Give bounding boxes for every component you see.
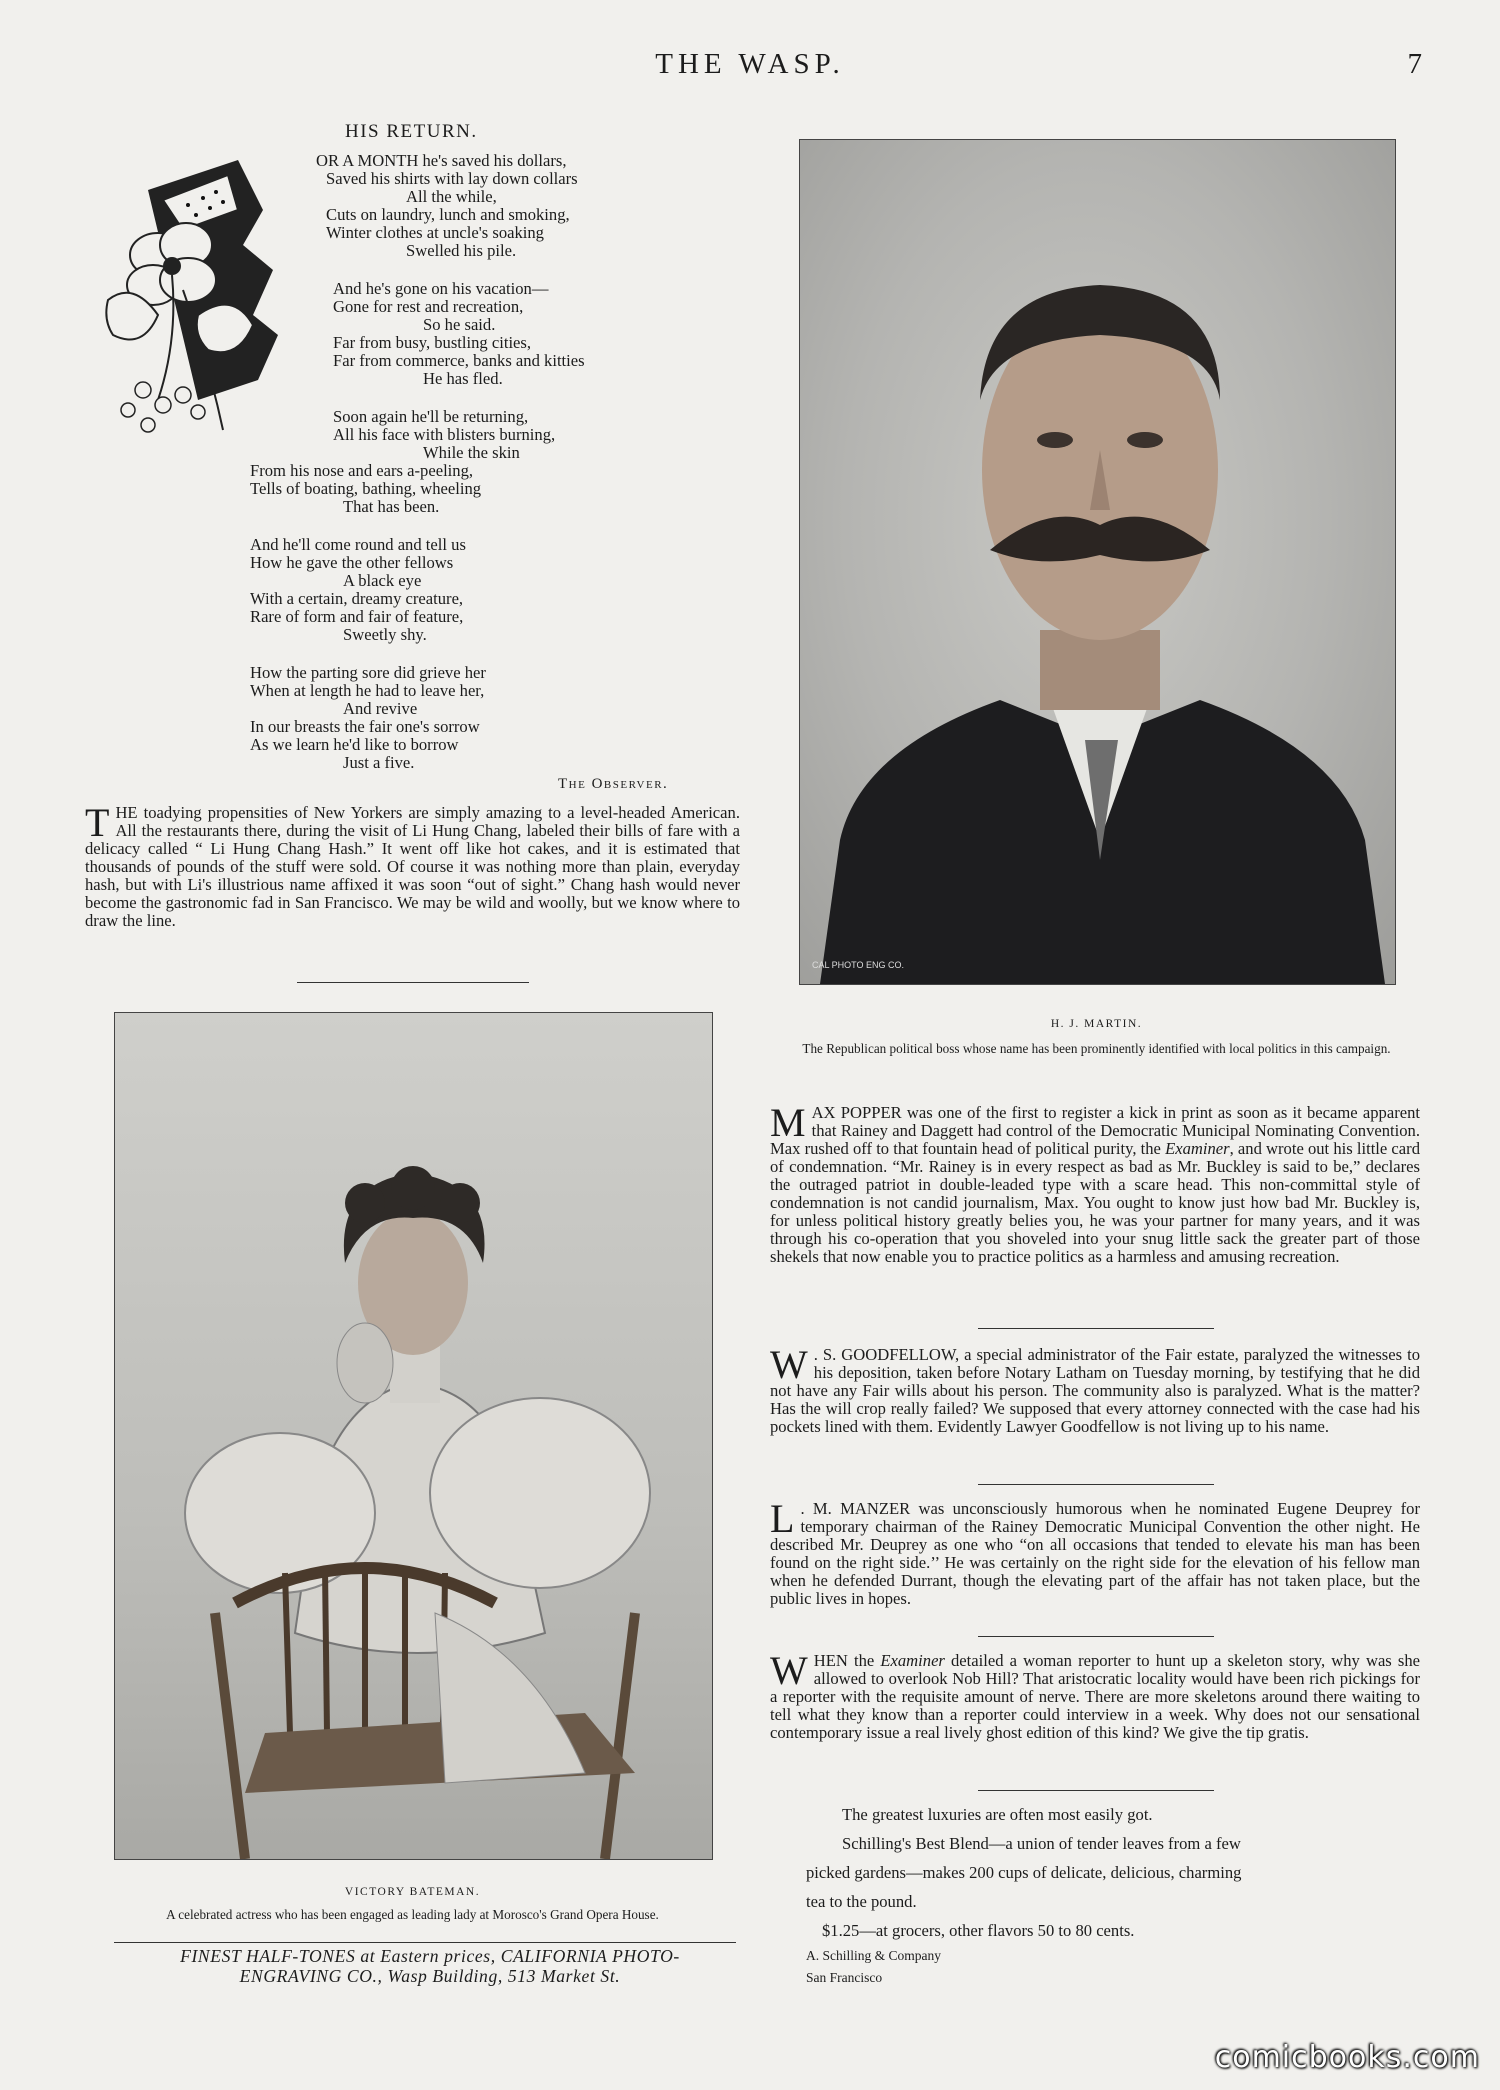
poem-line: And he's gone on his vacation— (333, 279, 549, 298)
poem-stanza-4 (250, 536, 466, 644)
paragraph-text: HEN the (813, 1651, 881, 1670)
poem-line: Just a five. (343, 753, 415, 772)
poem-line: As we learn he'd like to borrow (250, 735, 459, 754)
paragraph-text: HE toadying propensities of New Yorkers are simply amazing to a level-headed American. All the restaurants there, during the visit of Li Hung Chang, labeled their bills of fare with a delicacy called “ Li Hung Chang Hash.” It went off like hot cakes, and it is estimated that thousands of pounds of the stuff were sold. Of course it was nothing more than plain, everyday hash, but with Li's illustrious name affixed it was soon “out of sight.” Chang hash would never become the gastronomic fad in San Francisco. We may be wild and woolly, but we know where to draw the line. (85, 803, 740, 930)
poem-line: From his nose and ears a-peeling, (250, 461, 474, 480)
poem-signature: The Observer. (558, 776, 669, 792)
divider-rule (978, 1636, 1214, 1637)
drop-cap: W (770, 1342, 808, 1387)
poem-line: With a certain, dreamy creature, (250, 589, 464, 608)
poem-line: How he gave the other fellows (250, 553, 454, 572)
poem-line: Swelled his pile. (406, 241, 517, 260)
engraving-ad-line: ENGRAVING CO., Wasp Building, 513 Market St. (239, 1966, 621, 1986)
portrait-man-icon (800, 140, 1395, 984)
poem-stanza-1 (316, 152, 578, 260)
divider-rule (978, 1328, 1214, 1329)
poem-line: All his face with blisters burning, (333, 425, 556, 444)
caption-name: VICTORY BATEMAN. (344, 1886, 481, 1898)
paragraph-text: detailed a woman reporter to hunt up a skeleton story, why was she allowed to overlook Nob Hill? That aristocratic locality would have been rich pickings for a reporter with the requisite amount of nerve. There are more skeletons around there waiting to tell what they know than a reporter could interview in a week. Why does not our sensational contemporary issue a real lively ghost edition of this kind? We give the tip gratis. (770, 1651, 1420, 1742)
paragraph-text: AX POPPER was one of the first to register a kick in print as soon as it became apparent that Rainey and Daggett had control of the Democratic Municipal Nominating Convention. Max rushed off to that fountain head of political purity, the (770, 1103, 1420, 1158)
ad-company: A. Schilling & Company (806, 1948, 941, 1963)
divider-rule (978, 1484, 1214, 1485)
paragraph-italic: Examiner (1165, 1139, 1230, 1158)
poem-line: Saved his shirts with lay down collars (326, 169, 578, 188)
photo-victory-bateman (114, 1012, 713, 1860)
paragraph-text: . S. GOODFELLOW, a special administrator of the Fair estate, paralyzed the witnesses to his deposition, taken before Notary Latham on Tuesday morning, by testifying that he did not have any Fair wills about his person. The community also is paralyzed. What is the matter? Has the will crop really failed? We supposed that every attorney connected with the case had his pockets lined with them. Evidently Lawyer Goodfellow is not living up to his name. (770, 1345, 1420, 1436)
poem-line: He has fled. (423, 369, 503, 388)
poem-title: HIS RETURN. (345, 121, 478, 142)
page-number: 7 (1407, 48, 1422, 80)
drop-cap: W (770, 1648, 808, 1693)
divider-rule (114, 1942, 736, 1943)
poem-line: And he'll come round and tell us (250, 535, 466, 554)
poem-line: A black eye (343, 571, 422, 590)
skeleton-paragraph (770, 1648, 1420, 1742)
paragraph-text: , and wrote out his little card of condemnation. “Mr. Rainey is in every respect as bad as Mr. Buckley is said to be,” declares the outraged patriot in double-leaded type with a scare head. This non-committal style of condemnation is not candid journalism, Max. You ought to know just how bad Mr. Buckley is, for unless political history greatly belies you, he was your partner for many years, and it was through his co-operation that you shoveled into your snug little sack the greater part of those shekels that now enable you to practice politics as a harmless and amusing recreation. (770, 1139, 1420, 1266)
flower-ornament-icon (88, 150, 308, 450)
photo-h-j-martin (799, 139, 1396, 985)
max-popper-paragraph (770, 1100, 1420, 1266)
drop-cap: T (85, 800, 110, 845)
poem-line: That has been. (343, 497, 440, 516)
goodfellow-paragraph (770, 1342, 1420, 1436)
watermark: comicbooks.com (1214, 2040, 1480, 2075)
poem-line: All the while, (406, 187, 497, 206)
poem-line: In our breasts the fair one's sorrow (250, 717, 480, 736)
ad-line: tea to the pound. (806, 1892, 917, 1911)
poem-stanza-2 (333, 280, 585, 388)
poem-line: So he said. (423, 315, 496, 334)
ad-line: The greatest luxuries are often most easily got. (842, 1805, 1153, 1824)
manzer-paragraph (770, 1496, 1420, 1608)
divider-rule (297, 982, 529, 983)
poem-line: Sweetly shy. (343, 625, 427, 644)
caption-text: A celebrated actress who has been engaged as leading lady at Morosco's Grand Opera House. (166, 1907, 659, 1922)
portrait-woman-icon (115, 1013, 712, 1859)
poem-line: Tells of boating, bathing, wheeling (250, 479, 482, 498)
engraving-ad-line: FINEST HALF-TONES at Eastern prices, CALIFORNIA PHOTO- (180, 1946, 680, 1966)
poem-stanza-5 (250, 664, 486, 772)
engraver-mark: CAL PHOTO ENG CO. (812, 960, 905, 970)
poem-line: Far from busy, bustling cities, (333, 333, 532, 352)
caption-name: H. J. MARTIN. (1050, 1018, 1143, 1030)
poem-stanza-3 (250, 408, 555, 516)
poem-line: Gone for rest and recreation, (333, 297, 524, 316)
masthead-title: THE WASP. (655, 48, 845, 80)
ad-line: Schilling's Best Blend—a union of tender leaves from a few (842, 1834, 1241, 1853)
schilling-tea-ad (806, 1800, 1426, 1989)
poem-line: How the parting sore did grieve her (250, 663, 486, 682)
caption-text: The Republican political boss whose name has been prominently identified with local politics in this campaign. (802, 1041, 1391, 1056)
poem-line: Cuts on laundry, lunch and smoking, (326, 205, 570, 224)
drop-cap: L (770, 1496, 795, 1541)
paragraph-italic: Examiner (880, 1651, 945, 1670)
ad-line: $1.25—at grocers, other flavors 50 to 80 cents. (822, 1921, 1135, 1940)
poem-line: Winter clothes at uncle's soaking (326, 223, 544, 242)
poem-line: When at length he had to leave her, (250, 681, 485, 700)
divider-rule (978, 1790, 1214, 1791)
drop-cap: M (770, 1100, 806, 1145)
poem-line: And revive (343, 699, 418, 718)
engraving-ad (120, 1946, 740, 1986)
li-hung-chang-paragraph (85, 800, 740, 930)
poem-line: While the skin (423, 443, 520, 462)
paragraph-text: . M. MANZER was unconsciously humorous when he nominated Eugene Deuprey for temporary chairman of the Rainey Democratic Municipal Convention the other night. He described Mr. Deuprey as one who “on all occasions that tended to elevate his man has been found on the right side.’’ He was certainly on the right side for the elevation of his fellow man when he defended Durrant, though the elevating part of the affair has not taken place, but the public lives in hopes. (770, 1499, 1420, 1608)
poem-line: Far from commerce, banks and kitties (333, 351, 585, 370)
poem-line: Rare of form and fair of feature, (250, 607, 464, 626)
ad-line: picked gardens—makes 200 cups of delicate, delicious, charming (806, 1863, 1242, 1882)
poem-line: OR A MONTH he's saved his dollars, (316, 151, 567, 170)
ad-city: San Francisco (806, 1970, 883, 1985)
poem-line: Soon again he'll be returning, (333, 407, 529, 426)
